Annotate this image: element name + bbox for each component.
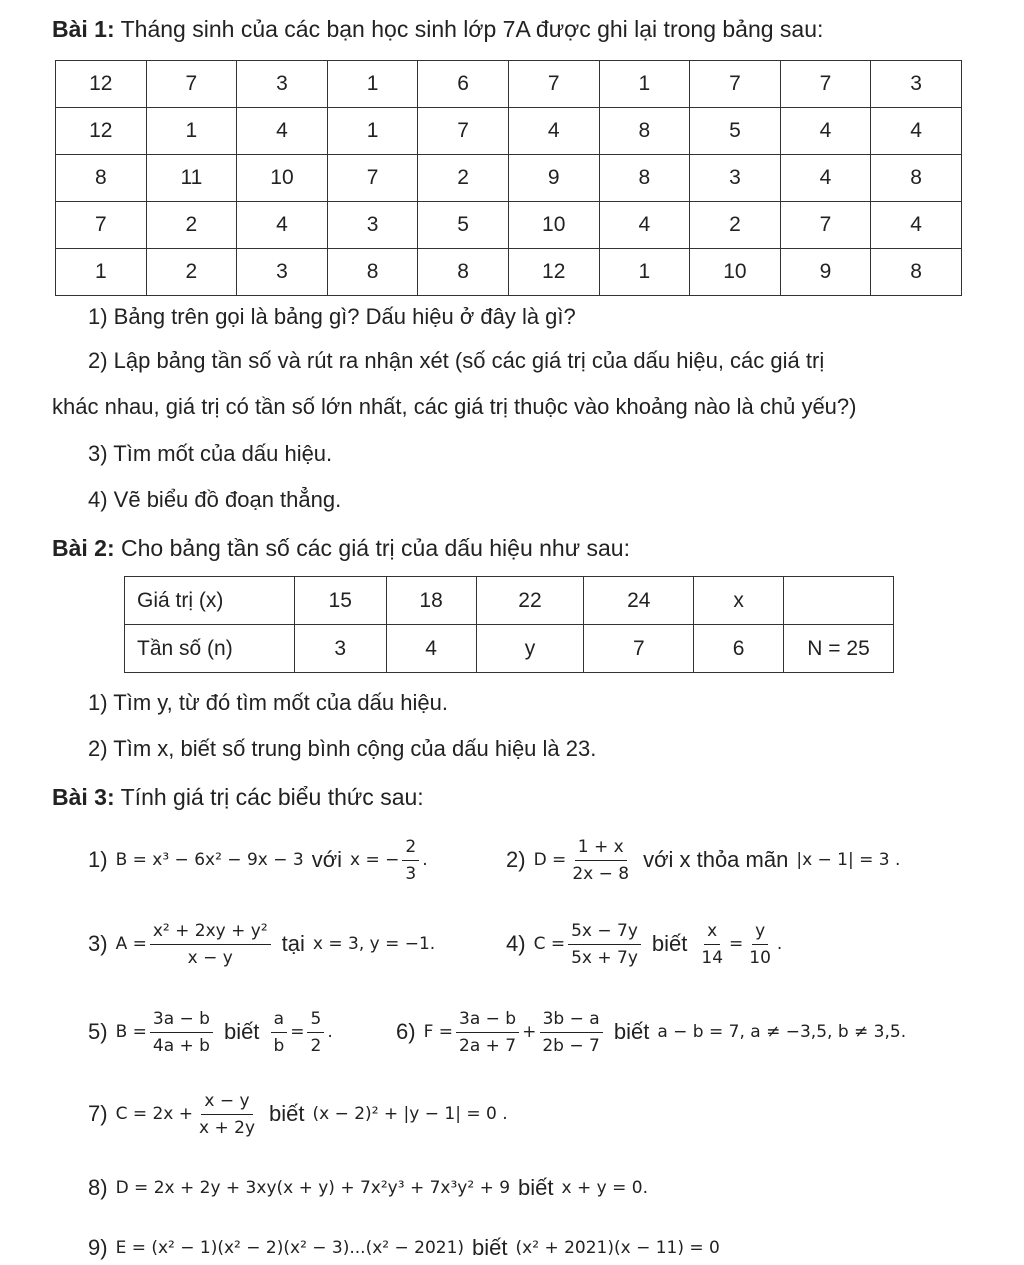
table-cell: 3 [237, 249, 328, 296]
bai1-title: Tháng sinh của các bạn học sinh lớp 7A được ghi lại trong bảng sau: [120, 16, 824, 42]
bai1-question-2: 2) Lập bảng tần số và rút ra nhận xét (số các giá trị của dấu hiệu, các giá trị [88, 348, 825, 373]
fraction: $\frac{5}{2}$ [307, 1009, 324, 1056]
table-cell: 3 [237, 61, 328, 108]
table-cell: 8 [327, 249, 418, 296]
fraction: $\frac{y}{10}$ [749, 920, 771, 968]
table-cell: 1 [146, 108, 237, 155]
fraction: $\frac{a}{b}$ [270, 1009, 287, 1056]
bai3-problem-6: 6) F = $\frac{3a - b}{2a + 7}$ + $\frac{3b - a}{2b - 7}$ biết a − b = 7, a ≠ −3,5, b ≠ 3,5. [396, 1008, 907, 1056]
table-row [56, 108, 962, 155]
bai3-problem-2: 2) D = $\frac{1 + x}{2x - 8}$ với x thỏa mãn |x − 1| = 3 . [506, 836, 901, 884]
table-cell: 12 [56, 108, 147, 155]
table-cell: 4 [237, 108, 328, 155]
table-cell: 8 [599, 155, 690, 202]
birth-month-table [55, 60, 962, 296]
table-cell: 11 [146, 155, 237, 202]
table-cell: 2 [146, 202, 237, 249]
bai3-problem-4: 4) C = $\frac{5x - 7y}{5x + 7y}$ biết $\frac{x}{14}$ = $\frac{y}{10}$ . [506, 920, 783, 968]
fraction: $\frac{1 + x}{2x - 8}$ [572, 836, 630, 884]
fraction: $\frac{5x - 7y}{5x + 7y}$ [568, 921, 641, 968]
bai2-question-2: 2) Tìm x, biết số trung bình cộng của dấu hiệu là 23. [88, 736, 597, 761]
table-cell: 4 [780, 155, 871, 202]
fraction: $\frac{3b - a}{2b - 7}$ [539, 1009, 602, 1056]
cell-label: Tần số (n) [125, 625, 295, 673]
cell [784, 577, 894, 625]
table-cell: 8 [871, 155, 962, 202]
fraction: $\frac{2}{3}$ [402, 837, 419, 884]
table-row [56, 202, 962, 249]
bai3-problem-5: 5) B = $\frac{3a - b}{4a + b}$ biết $\frac{a}{b}$ = $\frac{5}{2}$ . [88, 1008, 333, 1056]
table-cell: 3 [327, 202, 418, 249]
cell: 6 [694, 625, 784, 673]
table-cell: 8 [871, 249, 962, 296]
cell-label: Giá trị (x) [125, 577, 295, 625]
frequency-table [124, 576, 894, 673]
bai1-question-4: 4) Vẽ biểu đồ đoạn thẳng. [88, 487, 342, 512]
cell-total: N = 25 [784, 625, 894, 673]
table-cell: 7 [418, 108, 509, 155]
bai2-question-1: 1) Tìm y, từ đó tìm mốt của dấu hiệu. [88, 690, 448, 715]
table-cell: 4 [237, 202, 328, 249]
table-cell: 8 [56, 155, 147, 202]
table-cell: 7 [690, 61, 781, 108]
bai3-problem-8: 8) D = 2x + 2y + 3xy(x + y) + 7x²y³ + 7x³y² + 9 biết x + y = 0. [88, 1175, 648, 1200]
bai1-question-1: 1) Bảng trên gọi là bảng gì? Dấu hiệu ở đây là gì? [88, 304, 576, 329]
bai1-question-3: 3) Tìm mốt của dấu hiệu. [88, 441, 333, 466]
bai3-heading [52, 784, 424, 811]
table-cell: 4 [871, 108, 962, 155]
table-cell: 4 [780, 108, 871, 155]
table-cell: 9 [508, 155, 599, 202]
bai3-problem-3: 3) A = $\frac{\text{x² + 2xy + y²}}{x - y}$ tại x = 3, y = −1. [88, 920, 436, 968]
table-cell: 3 [871, 61, 962, 108]
table-cell: 2 [146, 249, 237, 296]
bai3-problem-1: 1) B = x³ − 6x² − 9x − 3 với x = − $\frac{2}{3}$ . [88, 836, 428, 884]
table-cell: 7 [327, 155, 418, 202]
table-cell: 7 [146, 61, 237, 108]
cell: 15 [294, 577, 386, 625]
frequency-table-row-frequency [125, 625, 894, 673]
table-cell: 1 [599, 61, 690, 108]
table-cell: 8 [599, 108, 690, 155]
table-cell: 10 [690, 249, 781, 296]
bai3-problem-7: 7) C = 2x + $\frac{x - y}{x + 2y}$ biết (x − 2)² + |y − 1| = 0 . [88, 1090, 508, 1138]
fraction: $\frac{\text{x² + 2xy + y²}}{x - y}$ [150, 921, 271, 968]
bai1-label: Bài 1: [52, 16, 115, 42]
bai3-title: Tính giá trị các biểu thức sau: [120, 784, 424, 810]
bai3-label: Bài 3: [52, 784, 115, 810]
cell: 22 [476, 577, 584, 625]
table-cell: 12 [508, 249, 599, 296]
bai2-label: Bài 2: [52, 535, 115, 561]
table-cell: 1 [56, 249, 147, 296]
fraction: $\frac{x - y}{x + 2y}$ [199, 1090, 256, 1138]
table-cell: 7 [508, 61, 599, 108]
table-cell: 7 [56, 202, 147, 249]
table-cell: 3 [690, 155, 781, 202]
table-cell: 10 [508, 202, 599, 249]
table-cell: 7 [780, 61, 871, 108]
table-cell: 9 [780, 249, 871, 296]
cell: 18 [386, 577, 476, 625]
table-row [56, 61, 962, 108]
cell: 4 [386, 625, 476, 673]
fraction: $\frac{3a - b}{2a + 7}$ [456, 1009, 519, 1056]
table-cell: 5 [690, 108, 781, 155]
bai1-question-2-cont: khác nhau, giá trị có tần số lớn nhất, các giá trị thuộc vào khoảng nào là chủ yếu?) [52, 394, 857, 419]
table-cell: 6 [418, 61, 509, 108]
cell: 24 [584, 577, 694, 625]
table-cell: 4 [508, 108, 599, 155]
table-cell: 8 [418, 249, 509, 296]
cell: x [694, 577, 784, 625]
fraction: $\frac{3a - b}{4a + b}$ [150, 1009, 213, 1056]
bai2-title: Cho bảng tần số các giá trị của dấu hiệu như sau: [121, 535, 630, 561]
cell: 3 [294, 625, 386, 673]
table-cell: 4 [599, 202, 690, 249]
table-cell: 4 [871, 202, 962, 249]
bai1-heading [52, 16, 823, 43]
cell: 7 [584, 625, 694, 673]
table-cell: 2 [418, 155, 509, 202]
table-cell: 2 [690, 202, 781, 249]
table-row [56, 249, 962, 296]
table-cell: 10 [237, 155, 328, 202]
table-cell: 1 [327, 108, 418, 155]
bai2-heading [52, 535, 630, 562]
table-cell: 12 [56, 61, 147, 108]
frequency-table-row-values [125, 577, 894, 625]
bai3-problem-9: 9) E = (x² − 1)(x² − 2)(x² − 3)...(x² − 2021) biết (x² + 2021)(x − 11) = 0 [88, 1235, 720, 1260]
fraction: $\frac{x}{14}$ [701, 920, 724, 968]
table-cell: 7 [780, 202, 871, 249]
table-cell: 1 [599, 249, 690, 296]
table-cell: 5 [418, 202, 509, 249]
table-row [56, 155, 962, 202]
cell: y [476, 625, 584, 673]
table-cell: 1 [327, 61, 418, 108]
